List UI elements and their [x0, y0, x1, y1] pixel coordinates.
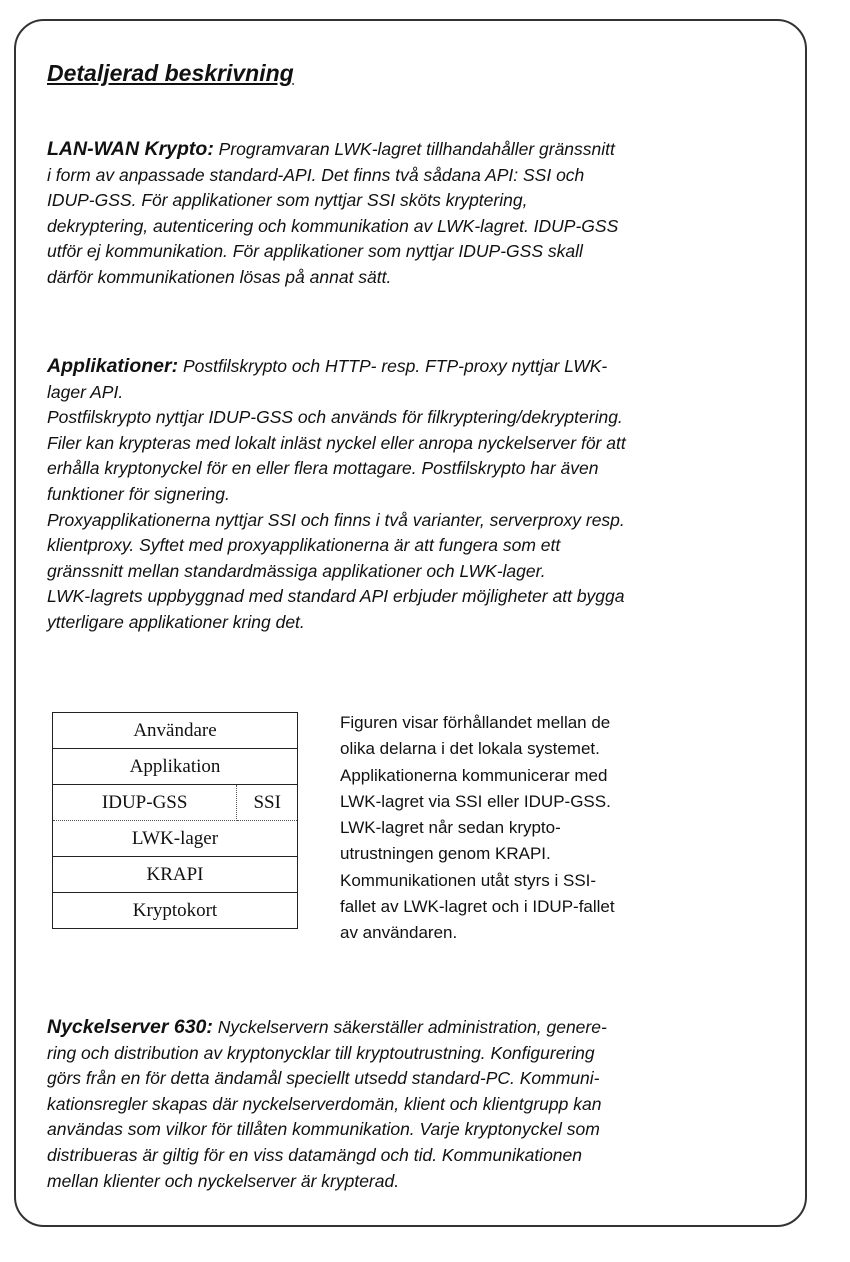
layer-idup-gss: IDUP-GSS [53, 785, 237, 821]
caption-line: av användaren. [340, 923, 458, 943]
applikationer-line: klientproxy. Syftet med proxyapplikationerna är att fungera som ett [47, 535, 561, 556]
caption-line: LWK-lagret når sedan krypto- [340, 818, 561, 838]
caption-line: Applikationerna kommunicerar med [340, 765, 608, 785]
applikationer-line: gränssnitt mellan standardmässiga applikationer och LWK-lager. [47, 560, 546, 581]
nyckelserver-line: kationsregler skapas där nyckelserverdomän, klient och klientgrupp kan [47, 1093, 602, 1114]
nyckelserver-line: mellan klienter och nyckelserver är krypterad. [47, 1170, 400, 1191]
layer-kryptokort: Kryptokort [53, 893, 298, 929]
section-heading: Detaljerad beskrivning [47, 60, 294, 86]
nyckelserver-line: användas som vilkor för tillåten kommunikation. Varje kryptonyckel som [47, 1119, 600, 1140]
applikationer-paragraph [47, 354, 777, 636]
applikationer-line: ytterligare applikationer kring det. [47, 611, 305, 632]
layer-ssi: SSI [237, 785, 298, 821]
lan-wan-line: i form av anpassade standard-API. Det finns två sådana API: SSI och [47, 164, 585, 185]
applikationer-lead: Applikationer: [47, 355, 179, 377]
lan-wan-paragraph [47, 137, 777, 291]
lan-wan-line: IDUP-GSS. För applikationer som nyttjar SSI sköts kryptering, [47, 190, 528, 211]
lan-wan-line: utför ej kommunikation. För applikationer som nyttjar IDUP-GSS skall [47, 241, 583, 262]
nyckelserver-paragraph [47, 1015, 777, 1194]
nyckelserver-line: ring och distribution av kryptonycklar till kryptoutrustning. Konfigurering [47, 1042, 595, 1063]
layer-lwk-lager: LWK-lager [53, 821, 298, 857]
applikationer-line: Proxyapplikationerna nyttjar SSI och finns i två varianter, serverproxy resp. [47, 509, 625, 530]
caption-line: Kommunikationen utåt styrs i SSI- [340, 870, 597, 890]
lan-wan-line: Programvaran LWK-lagret tillhandahåller gränssnitt [213, 139, 615, 159]
caption-line: Figuren visar förhållandet mellan de [340, 713, 611, 732]
caption-line: LWK-lagret via SSI eller IDUP-GSS. [340, 791, 611, 811]
applikationer-line: lager API. [47, 381, 124, 402]
nyckelserver-line: Nyckelservern säkerställer administration, genere- [212, 1017, 607, 1037]
applikationer-line: LWK-lagrets uppbyggnad med standard API erbjuder möjligheter att bygga [47, 586, 625, 607]
applikationer-line: funktioner för signering. [47, 483, 230, 504]
caption-line: olika delarna i det lokala systemet. [340, 739, 600, 759]
nyckelserver-line: distribueras är giltig för en viss datamängd och tid. Kommunikationen [47, 1144, 582, 1165]
lan-wan-lead: LAN-WAN Krypto: [47, 138, 214, 160]
layer-anvandare: Användare [53, 713, 298, 749]
applikationer-line: Postfilskrypto och HTTP- resp. FTP-proxy nyttjar LWK- [178, 356, 608, 376]
applikationer-line: Filer kan krypteras med lokalt inläst nyckel eller anropa nyckelserver för att [47, 432, 626, 453]
figure-caption [340, 710, 740, 947]
applikationer-line: erhålla kryptonyckel för en eller flera mottagare. Postfilskrypto har även [47, 458, 599, 479]
layer-applikation: Applikation [53, 749, 298, 785]
caption-line: utrustningen genom KRAPI. [340, 844, 551, 864]
applikationer-line: Postfilskrypto nyttjar IDUP-GSS och används för filkryptering/dekryptering. [47, 407, 623, 428]
lan-wan-line: därför kommunikationen lösas på annat sätt. [47, 266, 392, 287]
layer-stack-diagram [52, 712, 298, 929]
lan-wan-line: dekryptering, autenticering och kommunikation av LWK-lagret. IDUP-GSS [47, 215, 619, 236]
nyckelserver-lead: Nyckelserver 630: [47, 1016, 213, 1038]
layer-krapi: KRAPI [53, 857, 298, 893]
caption-line: fallet av LWK-lagret och i IDUP-fallet [340, 897, 615, 917]
nyckelserver-line: görs från en för detta ändamål speciellt utsedd standard-PC. Kommuni- [47, 1068, 600, 1089]
